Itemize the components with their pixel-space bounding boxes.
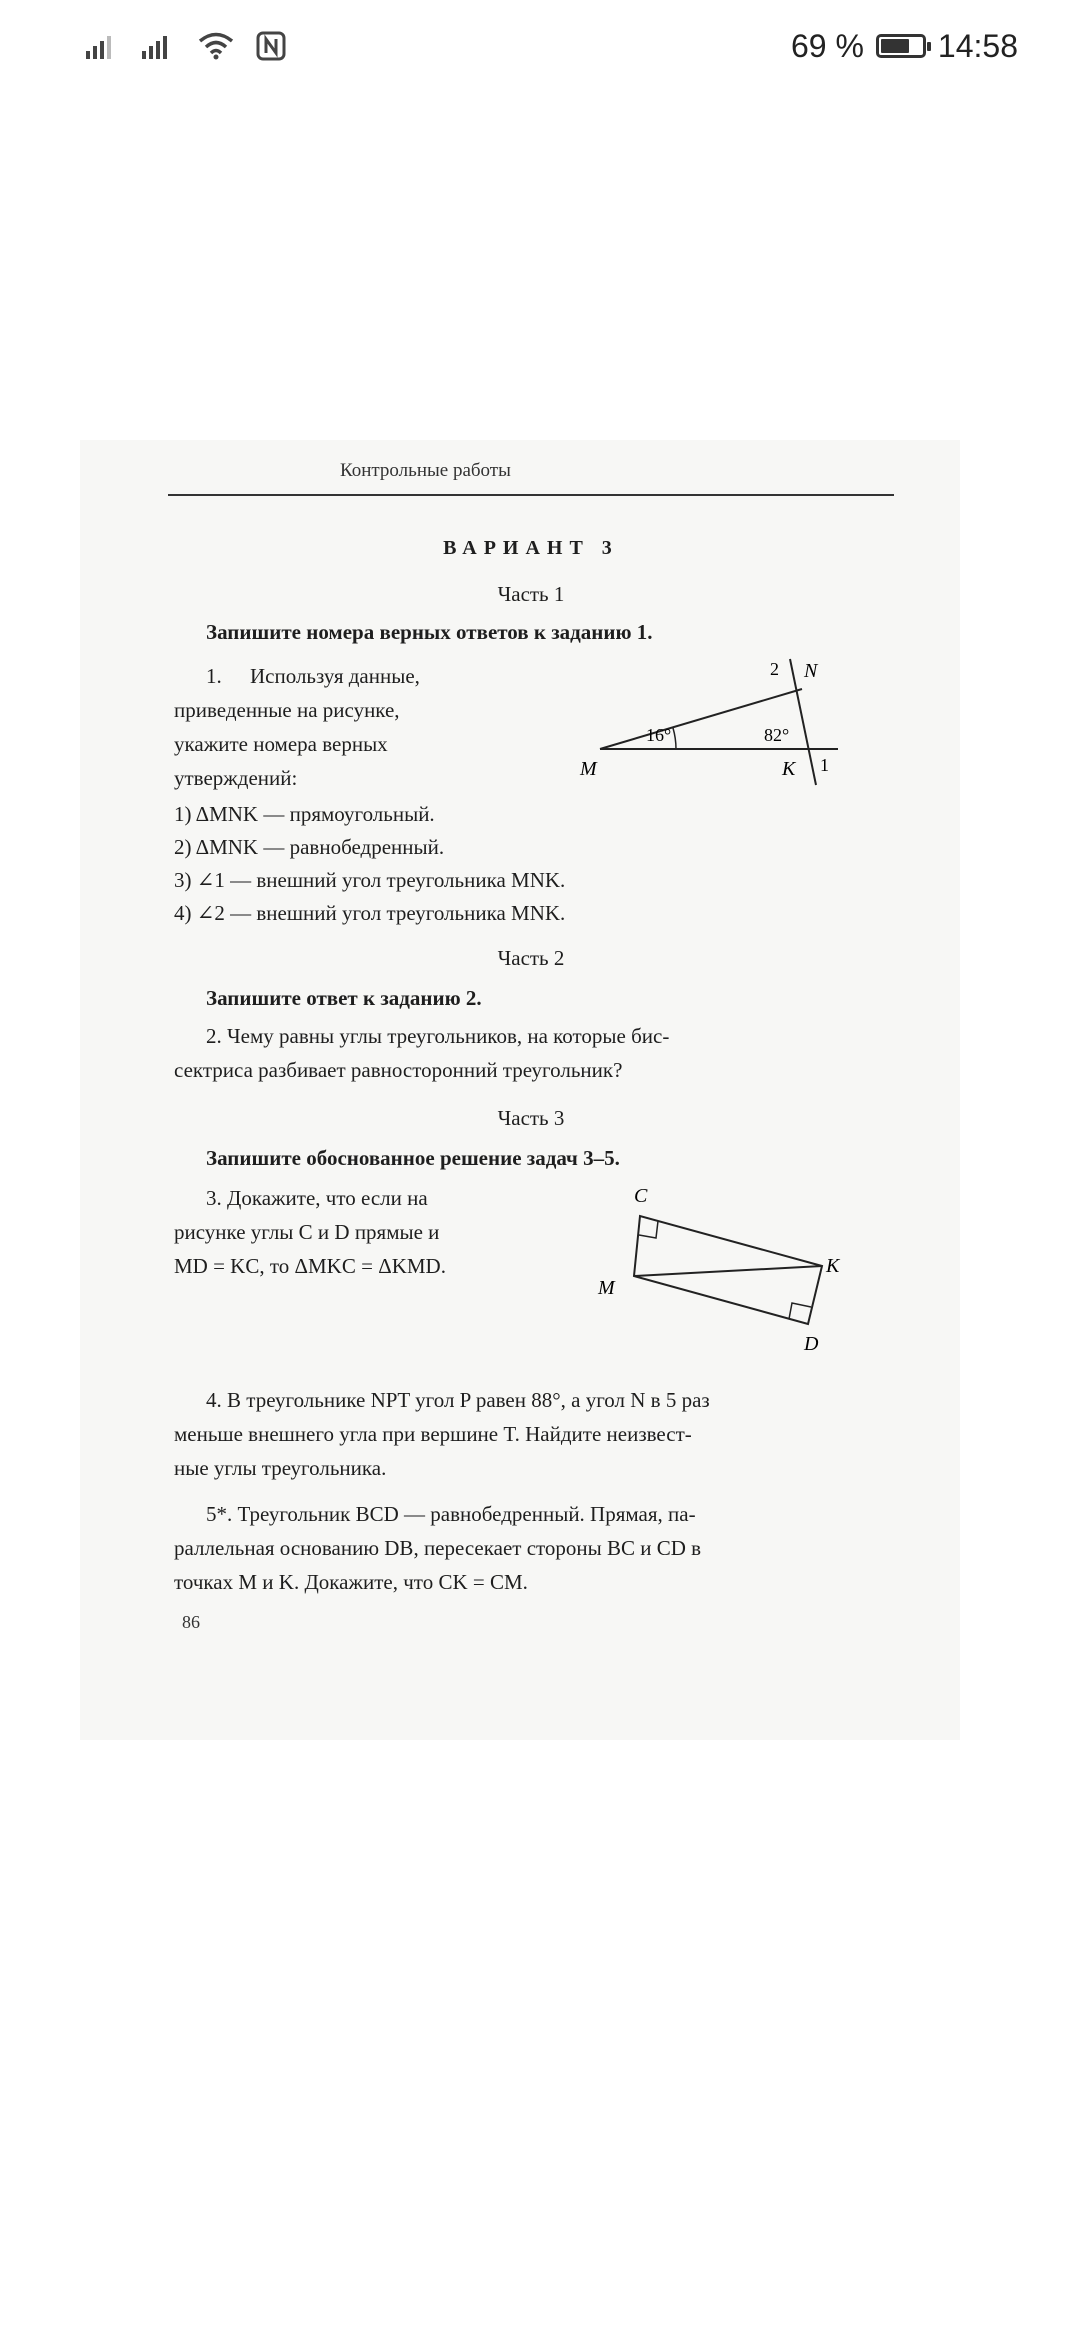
label-angle-1: 1 — [820, 755, 829, 775]
task4-line: ные углы треугольника. — [174, 1456, 387, 1480]
option-4: 4) ∠2 — внешний угол треугольника MNK. — [174, 901, 566, 925]
signal-icon — [86, 33, 120, 59]
label-vertex-m: M — [580, 758, 597, 780]
part1-instruction: Запишите номера верных ответов к заданию 1. — [206, 620, 653, 644]
part1-heading: Часть 1 — [497, 582, 565, 606]
label-angle-k: 82° — [764, 725, 790, 745]
task4-line: 4. В треугольнике NPT угол P равен 88°, а угол N в 5 раз — [206, 1388, 710, 1412]
task1-number: 1. — [206, 664, 222, 688]
part3-heading: Часть 3 — [497, 1106, 565, 1130]
label-vertex-m: M — [598, 1277, 615, 1299]
task2-line: 2. Чему равны углы треугольников, на которые бис- — [206, 1024, 670, 1048]
signal-icon — [142, 33, 176, 59]
figure-triangle-mnk — [570, 655, 850, 795]
label-vertex-k: K — [826, 1255, 840, 1277]
part2-heading: Часть 2 — [497, 946, 565, 970]
battery-icon — [876, 34, 926, 58]
label-vertex-c: C — [634, 1185, 648, 1207]
header-divider — [168, 494, 894, 496]
status-icons — [86, 28, 286, 64]
status-right — [791, 26, 1018, 66]
option-1: 1) ΔMNK — прямоугольный. — [174, 802, 435, 826]
wifi-icon — [198, 32, 234, 60]
task4-line: меньше внешнего угла при вершине T. Найдите неизвест- — [174, 1422, 692, 1446]
task1-line: укажите номера верных — [174, 732, 388, 756]
status-bar — [0, 0, 1080, 96]
task3-line: MD = KC, то ΔMKC = ΔKMD. — [174, 1254, 446, 1278]
nfc-icon — [256, 31, 286, 61]
option-2: 2) ΔMNK — равнобедренный. — [174, 835, 445, 859]
task1-line: Используя данные, — [250, 664, 420, 688]
label-angle-m: 16° — [646, 725, 672, 745]
label-angle-2: 2 — [770, 659, 779, 679]
task3-line: рисунке углы C и D прямые и — [174, 1220, 440, 1244]
task3-line: 3. Докажите, что если на — [206, 1186, 428, 1210]
page-number: 86 — [182, 1612, 200, 1632]
clock: 14:58 — [937, 27, 1018, 64]
label-vertex-d: D — [804, 1333, 819, 1355]
running-head: Контрольные работы — [340, 460, 511, 481]
variant-title: ВАРИАНТ 3 — [443, 537, 619, 559]
task5-line: точках M и K. Докажите, что CK = CM. — [174, 1570, 528, 1594]
battery-percent: 69 % — [790, 27, 864, 64]
part2-instruction: Запишите ответ к заданию 2. — [206, 986, 482, 1010]
task2-line: сектриса разбивает равносторонний треугольник? — [174, 1058, 623, 1082]
task1-line: утверждений: — [174, 766, 298, 790]
task5-line: раллельная основанию DB, пересекает стороны BC и CD в — [174, 1536, 702, 1560]
label-vertex-k: K — [782, 758, 796, 780]
task1-line: приведенные на рисунке, — [174, 698, 400, 722]
task5-line: 5*. Треугольник BCD — равнобедренный. Прямая, па- — [206, 1502, 696, 1526]
part3-instruction: Запишите обоснованное решение задач 3–5. — [206, 1146, 620, 1170]
option-3: 3) ∠1 — внешний угол треугольника MNK. — [174, 868, 566, 892]
label-vertex-n: N — [804, 660, 818, 682]
figure-triangles-mkc-kmd — [580, 1180, 880, 1360]
